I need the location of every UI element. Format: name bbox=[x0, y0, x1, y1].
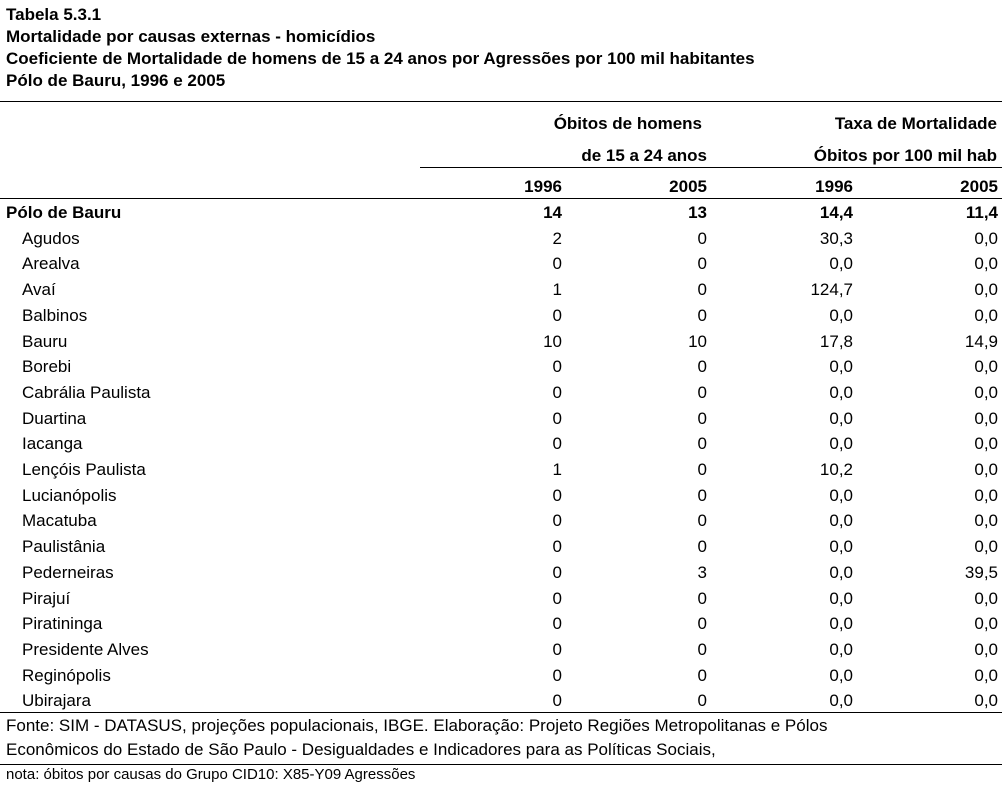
header-deaths-line2: de 15 a 24 anos bbox=[581, 146, 707, 165]
municipality-name: Ubirajara bbox=[22, 691, 91, 711]
table-row bbox=[0, 329, 998, 355]
rate-1996: 0,0 bbox=[829, 614, 853, 634]
deaths-2005: 0 bbox=[697, 460, 707, 480]
table-row bbox=[0, 457, 998, 483]
deaths-2005: 0 bbox=[697, 665, 707, 685]
municipality-name: Iacanga bbox=[22, 434, 83, 454]
header-deaths-line1: Óbitos de homens bbox=[553, 114, 702, 133]
year-col-3: 1996 bbox=[815, 177, 853, 196]
table-row bbox=[0, 251, 998, 277]
table-row bbox=[0, 508, 998, 534]
total-row bbox=[0, 200, 998, 226]
rate-2005: 0,0 bbox=[974, 691, 998, 711]
year-col-4: 2005 bbox=[960, 177, 998, 196]
deaths-1996: 1 bbox=[552, 280, 562, 300]
deaths-1996: 0 bbox=[552, 434, 562, 454]
deaths-2005: 0 bbox=[697, 228, 707, 248]
municipality-name: Bauru bbox=[22, 331, 68, 351]
rate-2005: 0,0 bbox=[974, 357, 998, 377]
rate-1996: 124,7 bbox=[810, 280, 853, 300]
rate-1996: 0,0 bbox=[829, 305, 853, 325]
rate-1996: 0,0 bbox=[829, 665, 853, 685]
deaths-2005: 0 bbox=[697, 408, 707, 428]
municipality-name: Duartina bbox=[22, 408, 87, 428]
deaths-2005: 0 bbox=[697, 639, 707, 659]
deaths-2005: 0 bbox=[697, 537, 707, 557]
municipality-name: Reginópolis bbox=[22, 665, 111, 685]
rate-1996: 0,0 bbox=[829, 357, 853, 377]
deaths-2005: 0 bbox=[697, 357, 707, 377]
footer-rule bbox=[0, 764, 1002, 765]
year-col-2: 2005 bbox=[669, 177, 707, 196]
deaths-2005: 0 bbox=[697, 511, 707, 531]
source-line-2: Econômicos do Estado de São Paulo - Desigualdades e Indicadores para as Políticas Sociais, bbox=[6, 740, 716, 759]
deaths-1996: 10 bbox=[543, 331, 562, 351]
deaths-1996: 0 bbox=[552, 562, 562, 582]
table-bottom-rule bbox=[0, 712, 1002, 713]
rate-1996: 10,2 bbox=[819, 460, 853, 480]
header-rate-line2: Óbitos por 100 mil hab bbox=[813, 146, 997, 165]
municipality-name: Pirajuí bbox=[22, 588, 71, 608]
rate-1996: 0,0 bbox=[829, 639, 853, 659]
deaths-2005: 0 bbox=[697, 305, 707, 325]
rate-2005: 0,0 bbox=[974, 228, 998, 248]
municipality-name: Avaí bbox=[22, 280, 56, 300]
year-col-1: 1996 bbox=[524, 177, 562, 196]
table-row bbox=[0, 586, 998, 612]
data-table bbox=[0, 200, 998, 714]
table-subject: Mortalidade por causas externas - homicídios bbox=[6, 27, 376, 46]
rate-2005: 0,0 bbox=[974, 382, 998, 402]
rate-2005: 0,0 bbox=[974, 588, 998, 608]
municipality-name: Lençóis Paulista bbox=[22, 460, 146, 480]
deaths-2005: 0 bbox=[697, 691, 707, 711]
table-titles bbox=[6, 4, 755, 92]
rate-1996: 0,0 bbox=[829, 511, 853, 531]
rate-2005: 0,0 bbox=[974, 537, 998, 557]
table-row bbox=[0, 560, 998, 586]
rate-1996: 0,0 bbox=[829, 562, 853, 582]
rate-1996: 0,0 bbox=[829, 382, 853, 402]
rate-2005: 14,9 bbox=[964, 331, 998, 351]
rate-2005: 0,0 bbox=[974, 485, 998, 505]
rate-2005: 0,0 bbox=[974, 639, 998, 659]
rate-2005: 0,0 bbox=[974, 614, 998, 634]
deaths-1996: 0 bbox=[552, 691, 562, 711]
rate-1996: 0,0 bbox=[829, 254, 853, 274]
rate-1996: 30,3 bbox=[819, 228, 853, 248]
municipality-name: Pederneiras bbox=[22, 562, 114, 582]
municipality-name: Macatuba bbox=[22, 511, 97, 531]
deaths-1996: 0 bbox=[552, 511, 562, 531]
table-row bbox=[0, 303, 998, 329]
rate-2005: 0,0 bbox=[974, 665, 998, 685]
source-line-1: Fonte: SIM - DATASUS, projeções populacionais, IBGE. Elaboração: Projeto Regiões Metropolitanas e Pólos bbox=[6, 716, 828, 735]
rate-1996: 17,8 bbox=[819, 331, 853, 351]
municipality-name: Agudos bbox=[22, 228, 80, 248]
deaths-1996: 0 bbox=[552, 614, 562, 634]
top-rule bbox=[0, 101, 1002, 102]
header-bottom-rule bbox=[0, 198, 1002, 199]
deaths-1996: 0 bbox=[552, 665, 562, 685]
rate-2005: 0,0 bbox=[974, 305, 998, 325]
rate-1996: 0,0 bbox=[829, 537, 853, 557]
table-row bbox=[0, 483, 998, 509]
deaths-2005: 0 bbox=[697, 434, 707, 454]
rate-1996: 14,4 bbox=[819, 203, 853, 222]
rate-2005: 0,0 bbox=[974, 254, 998, 274]
municipality-name: Arealva bbox=[22, 254, 80, 274]
deaths-1996: 0 bbox=[552, 357, 562, 377]
table-row bbox=[0, 688, 998, 714]
table-row bbox=[0, 406, 998, 432]
deaths-1996: 0 bbox=[552, 408, 562, 428]
rate-2005: 0,0 bbox=[974, 460, 998, 480]
table-region-period: Pólo de Bauru, 1996 e 2005 bbox=[6, 71, 226, 90]
deaths-2005: 3 bbox=[697, 562, 707, 582]
table-row bbox=[0, 380, 998, 406]
deaths-1996: 2 bbox=[552, 228, 562, 248]
deaths-2005: 0 bbox=[697, 382, 707, 402]
table-row bbox=[0, 431, 998, 457]
rate-1996: 0,0 bbox=[829, 408, 853, 428]
deaths-1996: 0 bbox=[552, 305, 562, 325]
deaths-2005: 13 bbox=[688, 203, 707, 222]
rate-2005: 0,0 bbox=[974, 280, 998, 300]
table-row bbox=[0, 354, 998, 380]
rate-1996: 0,0 bbox=[829, 691, 853, 711]
rate-1996: 0,0 bbox=[829, 434, 853, 454]
rate-2005: 11,4 bbox=[965, 203, 998, 222]
deaths-1996: 14 bbox=[543, 203, 562, 222]
table-row bbox=[0, 226, 998, 252]
deaths-1996: 0 bbox=[552, 382, 562, 402]
table-row bbox=[0, 611, 998, 637]
municipality-name: Piratininga bbox=[22, 614, 103, 634]
rate-2005: 0,0 bbox=[974, 511, 998, 531]
table-row bbox=[0, 637, 998, 663]
deaths-1996: 0 bbox=[552, 639, 562, 659]
deaths-1996: 1 bbox=[552, 460, 562, 480]
group-header-rule bbox=[420, 167, 1002, 168]
deaths-1996: 0 bbox=[552, 537, 562, 557]
rate-1996: 0,0 bbox=[829, 588, 853, 608]
table-row bbox=[0, 663, 998, 689]
header-rate-line1: Taxa de Mortalidade bbox=[834, 114, 997, 133]
deaths-2005: 0 bbox=[697, 485, 707, 505]
rate-2005: 0,0 bbox=[974, 408, 998, 428]
municipality-name: Borebi bbox=[22, 357, 72, 377]
municipality-name: Cabrália Paulista bbox=[22, 382, 151, 402]
deaths-1996: 0 bbox=[552, 588, 562, 608]
municipality-name: Pólo de Bauru bbox=[6, 203, 122, 222]
deaths-2005: 0 bbox=[697, 588, 707, 608]
table-number: Tabela 5.3.1 bbox=[6, 5, 102, 24]
deaths-2005: 10 bbox=[688, 331, 707, 351]
table-row bbox=[0, 277, 998, 303]
deaths-1996: 0 bbox=[552, 485, 562, 505]
deaths-1996: 0 bbox=[552, 254, 562, 274]
rate-2005: 0,0 bbox=[974, 434, 998, 454]
municipality-name: Paulistânia bbox=[22, 537, 106, 557]
deaths-2005: 0 bbox=[697, 614, 707, 634]
municipality-name: Balbinos bbox=[22, 305, 88, 325]
rate-2005: 39,5 bbox=[964, 562, 998, 582]
deaths-2005: 0 bbox=[697, 254, 707, 274]
table-note: nota: óbitos por causas do Grupo CID10: X85-Y09 Agressões bbox=[6, 766, 416, 783]
table-row bbox=[0, 534, 998, 560]
municipality-name: Presidente Alves bbox=[22, 639, 149, 659]
deaths-2005: 0 bbox=[697, 280, 707, 300]
municipality-name: Lucianópolis bbox=[22, 485, 117, 505]
rate-1996: 0,0 bbox=[829, 485, 853, 505]
table-description: Coeficiente de Mortalidade de homens de 15 a 24 anos por Agressões por 100 mil habitantes bbox=[6, 49, 755, 68]
